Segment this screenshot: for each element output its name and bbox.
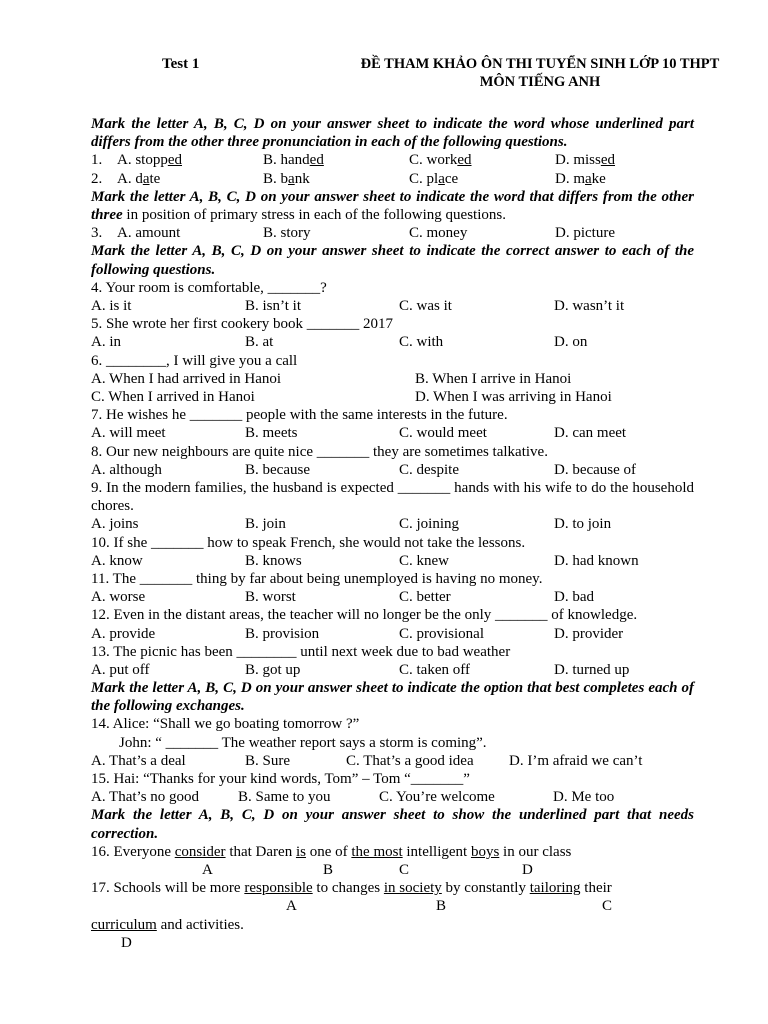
option-c: C. joining [399,516,460,533]
question-13-options [91,661,694,679]
option-d: D. had known [554,552,639,569]
section5-instruction: Mark the letter A, B, C, D on your answer sheet to show the underlined part that needs correction. [91,807,694,842]
section2-instruction: Mark the letter A, B, C, D on your answer sheet to indicate the word that differs from the other three in position of primary stress in each of the following questions. [91,188,694,223]
option-a: A. in [91,334,121,351]
option-c: C. taken off [399,661,470,678]
option-c: C. knew [399,552,449,569]
exam-content [91,115,694,952]
option-d: D. turned up [554,661,630,678]
option-d: D. because of [554,461,637,478]
option-d: D. bad [554,589,594,606]
exam-title [320,55,760,91]
question-8-text: 8. Our new neighbours are quite nice _______ they are sometimes talkative. [91,443,548,460]
option-b: B. When I arrive in Hanoi [415,370,572,387]
letter-d: D [522,862,533,879]
option-d: D. missed [555,152,616,169]
option-d: D. make [555,170,606,187]
option-a: A. know [91,552,143,569]
option-a: A. is it [91,297,132,314]
option-d: D. wasn’t it [554,297,625,314]
question-5-options [91,333,694,351]
question-2 [91,170,694,188]
option-a: A. although [91,461,162,478]
option-b: B. Same to you [238,789,331,806]
option-b: B. Sure [245,752,290,769]
question-17-letters [91,897,694,915]
question-6-options-ab [91,370,694,388]
option-c: C. You’re welcome [379,789,495,806]
question-1 [91,151,694,169]
option-b: B. at [245,334,274,351]
option-c: C. with [399,334,444,351]
question-14-options [91,752,694,770]
option-d: D. provider [554,625,624,642]
option-a: A. date [117,170,161,187]
option-d: D. I’m afraid we can’t [509,752,643,769]
option-a: A. When I had arrived in Hanoi [91,370,282,387]
option-a: A. will meet [91,425,166,442]
option-a: A. That’s a deal [91,752,186,769]
question-17-letter-d-row [91,934,694,952]
option-a: A. put off [91,661,150,678]
option-d: D. to join [554,516,612,533]
letter-c: C [399,862,410,879]
question-8-options [91,461,694,479]
option-d: D. When I was arriving in Hanoi [415,388,612,405]
option-c: C. place [409,170,459,187]
question-16-text: 16. Everyone consider that Daren is one of the most intelligent boys in our class [91,843,572,860]
option-c: C. provisional [399,625,484,642]
question-16-letters [91,861,694,879]
option-c: C. When I arrived in Hanoi [91,388,255,405]
option-c: C. would meet [399,425,487,442]
option-c: C. worked [409,152,472,169]
question-5-text: 5. She wrote her first cookery book _______ 2017 [91,316,394,333]
question-number: 1. [91,152,103,169]
letter-d: D [121,934,132,951]
option-b: B. handed [263,152,324,169]
letter-c: C [602,898,613,915]
question-12-text: 12. Even in the distant areas, the teacher will no longer be the only _______ of knowledge. [91,607,638,624]
question-15-text: 15. Hai: “Thanks for your kind words, Tom” – Tom “_______” [91,771,470,788]
letter-a: A [286,898,297,915]
option-b: B. because [245,461,310,478]
option-c: C. was it [399,297,452,314]
exam-title-line1: ĐỀ THAM KHẢO ÔN THI TUYỂN SINH LỚP 10 THPT [360,56,720,72]
option-b: B. got up [245,661,301,678]
question-11-text: 11. The _______ thing by far about being unemployed is having no money. [91,570,543,587]
question-6-text: 6. ________, I will give you a call [91,352,298,369]
question-10-text: 10. If she _______ how to speak French, she would not take the lessons. [91,534,526,551]
question-12-options [91,625,694,643]
option-d: D. Me too [553,789,615,806]
letter-a: A [202,862,213,879]
question-7-text: 7. He wishes he _______ people with the same interests in the future. [91,407,508,424]
option-d: D. can meet [554,425,627,442]
question-number: 2. [91,170,103,187]
letter-b: B [323,862,334,879]
option-d: D. on [554,334,588,351]
question-number: 3. [91,225,103,242]
option-d: D. picture [555,225,615,242]
question-14-line1: 14. Alice: “Shall we go boating tomorrow ?” [91,716,360,733]
question-3 [91,224,694,242]
option-b: B. story [263,225,311,242]
option-c: C. money [409,225,468,242]
option-c: C. better [399,589,451,606]
question-9-options [91,515,694,533]
question-13-text: 13. The picnic has been ________ until next week due to bad weather [91,643,511,660]
section1-instruction: Mark the letter A, B, C, D on your answer sheet to indicate the word whose underlined part differs from the other three pronunciation in each of the following questions. [91,116,694,151]
option-a: A. amount [117,225,181,242]
question-11-options [91,588,694,606]
question-7-options [91,424,694,442]
question-6-options-cd [91,388,694,406]
question-17-text-cont: curriculum and activities. [91,916,244,933]
question-4-text: 4. Your room is comfortable, _______? [91,279,327,296]
question-15-options [91,788,694,806]
option-a: A. That’s no good [91,789,200,806]
option-c: C. That’s a good idea [346,752,474,769]
section4-instruction: Mark the letter A, B, C, D on your answer sheet to indicate the option that best completes each of the following exchanges. [91,680,694,715]
option-a: A. worse [91,589,146,606]
option-b: B. provision [245,625,320,642]
option-a: A. provide [91,625,156,642]
option-b: B. join [245,516,286,533]
option-a: A. stopped [117,152,183,169]
question-4-options [91,297,694,315]
question-17-text: 17. Schools will be more responsible to changes in society by constantly tailoring their [91,880,612,897]
question-10-options [91,552,694,570]
option-b: B. knows [245,552,302,569]
option-c: C. despite [399,461,459,478]
letter-b: B [436,898,447,915]
question-9-text: 9. In the modern families, the husband is expected _______ hands with his wife to do the household chores. [91,479,694,515]
question-14-line2: John: “ _______ The weather report says a storm is coming”. [119,734,487,751]
section3-instruction: Mark the letter A, B, C, D on your answer sheet to indicate the correct answer to each of the following questions. [91,243,694,278]
option-a: A. joins [91,516,139,533]
option-b: B. bank [263,170,310,187]
option-b: B. worst [245,589,296,606]
option-b: B. isn’t it [245,297,301,314]
test-label: Test 1 [162,56,200,72]
exam-title-line2: MÔN TIẾNG ANH [479,74,601,90]
option-b: B. meets [245,425,298,442]
